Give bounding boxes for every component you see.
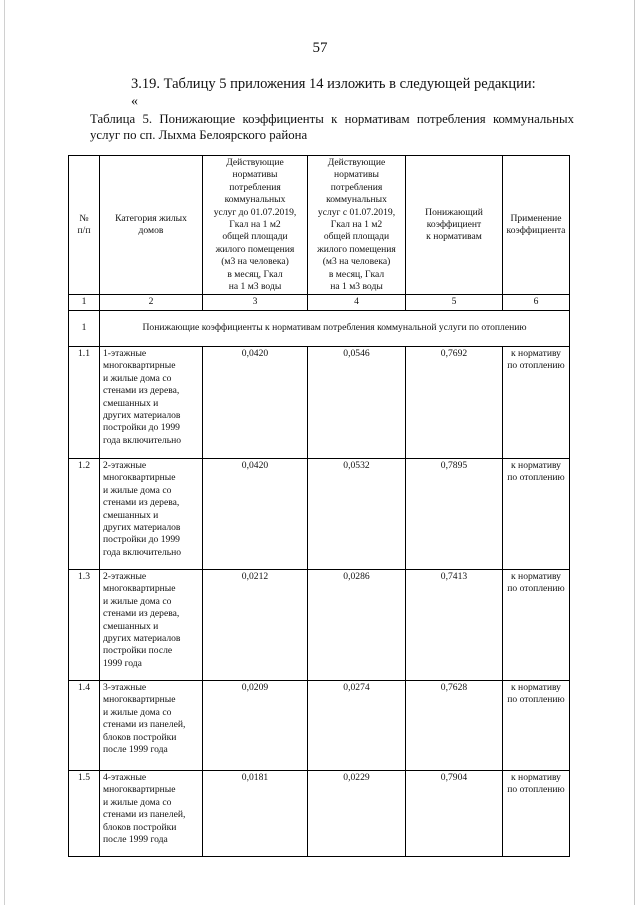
header-category: Категория жилых домов	[100, 156, 203, 295]
column-number: 5	[406, 295, 503, 310]
row-number: 1.2	[69, 458, 100, 569]
row-number: 1.1	[69, 346, 100, 458]
table-caption-line-1: Таблица 5. Понижающие коэффициенты к нормативам потребления коммунальных	[90, 112, 574, 126]
column-number-row	[69, 295, 570, 310]
row-number: 1.3	[69, 569, 100, 680]
table-header-row	[69, 156, 570, 295]
row-coefficient: 0,7413	[406, 569, 503, 680]
row-application: к нормативу по отоплению	[503, 346, 570, 458]
row-norm-after: 0,0274	[308, 680, 406, 770]
table-caption-line-2: услуг по сп. Лыхма Белоярского района	[90, 128, 308, 142]
table-row	[69, 346, 570, 458]
row-norm-after: 0,0229	[308, 770, 406, 856]
row-category: 4-этажные многоквартирные и жилые дома со стенами из панелей, блоков постройки после 1999 года	[100, 770, 203, 856]
table-row	[69, 569, 570, 680]
column-number: 1	[69, 295, 100, 310]
page-number: 57	[312, 40, 328, 56]
column-number: 4	[308, 295, 406, 310]
row-norm-after: 0,0532	[308, 458, 406, 569]
header-number: № п/п	[69, 156, 100, 295]
opening-quote: «	[131, 94, 138, 109]
row-coefficient: 0,7904	[406, 770, 503, 856]
row-application: к нормативу по отоплению	[503, 569, 570, 680]
row-category: 2-этажные многоквартирные и жилые дома со стенами из дерева, смешанных и других материалов постройки после 1999 года	[100, 569, 203, 680]
header-norm-after: Действующие нормативы потребления коммунальных услуг с 01.07.2019, Гкал на 1 м2 общей площади жилого помещения (м3 на человека) в месяц, Гкал на 1 м3 воды	[308, 156, 406, 295]
section-title: Понижающие коэффициенты к нормативам потребления коммунальной услуги по отоплению	[100, 310, 570, 346]
table-caption	[90, 111, 574, 143]
row-category: 1-этажные многоквартирные и жилые дома со стенами из дерева, смешанных и других материалов постройки до 1999 года включительно	[100, 346, 203, 458]
row-coefficient: 0,7895	[406, 458, 503, 569]
row-norm-before: 0,0212	[203, 569, 308, 680]
row-category: 2-этажные многоквартирные и жилые дома со стенами из дерева, смешанных и других материалов постройки до 1999 года включительно	[100, 458, 203, 569]
row-coefficient: 0,7628	[406, 680, 503, 770]
row-application: к нормативу по отоплению	[503, 770, 570, 856]
column-number: 2	[100, 295, 203, 310]
section-row	[69, 310, 570, 346]
row-norm-before: 0,0420	[203, 346, 308, 458]
row-number: 1.4	[69, 680, 100, 770]
row-category: 3-этажные многоквартирные и жилые дома со стенами из панелей, блоков постройки после 1999 года	[100, 680, 203, 770]
row-norm-before: 0,0181	[203, 770, 308, 856]
table-row	[69, 458, 570, 569]
section-heading: 3.19. Таблицу 5 приложения 14 изложить в следующей редакции:	[131, 76, 536, 92]
row-norm-after: 0,0546	[308, 346, 406, 458]
row-application: к нормативу по отоплению	[503, 458, 570, 569]
row-application: к нормативу по отоплению	[503, 680, 570, 770]
row-norm-before: 0,0420	[203, 458, 308, 569]
row-norm-after: 0,0286	[308, 569, 406, 680]
header-application: Применение коэффициента	[503, 156, 570, 295]
row-number: 1.5	[69, 770, 100, 856]
row-norm-before: 0,0209	[203, 680, 308, 770]
scan-edge-left	[4, 0, 5, 905]
coefficients-table	[68, 155, 570, 857]
table-row	[69, 680, 570, 770]
table-row	[69, 770, 570, 856]
header-norm-before: Действующие нормативы потребления коммунальных услуг до 01.07.2019, Гкал на 1 м2 общей площади жилого помещения (м3 на человека) в месяц, Гкал на 1 м3 воды	[203, 156, 308, 295]
scan-edge-right	[634, 0, 635, 905]
header-coefficient: Понижающий коэффициент к нормативам	[406, 156, 503, 295]
section-number: 1	[69, 310, 100, 346]
column-number: 3	[203, 295, 308, 310]
column-number: 6	[503, 295, 570, 310]
row-coefficient: 0,7692	[406, 346, 503, 458]
